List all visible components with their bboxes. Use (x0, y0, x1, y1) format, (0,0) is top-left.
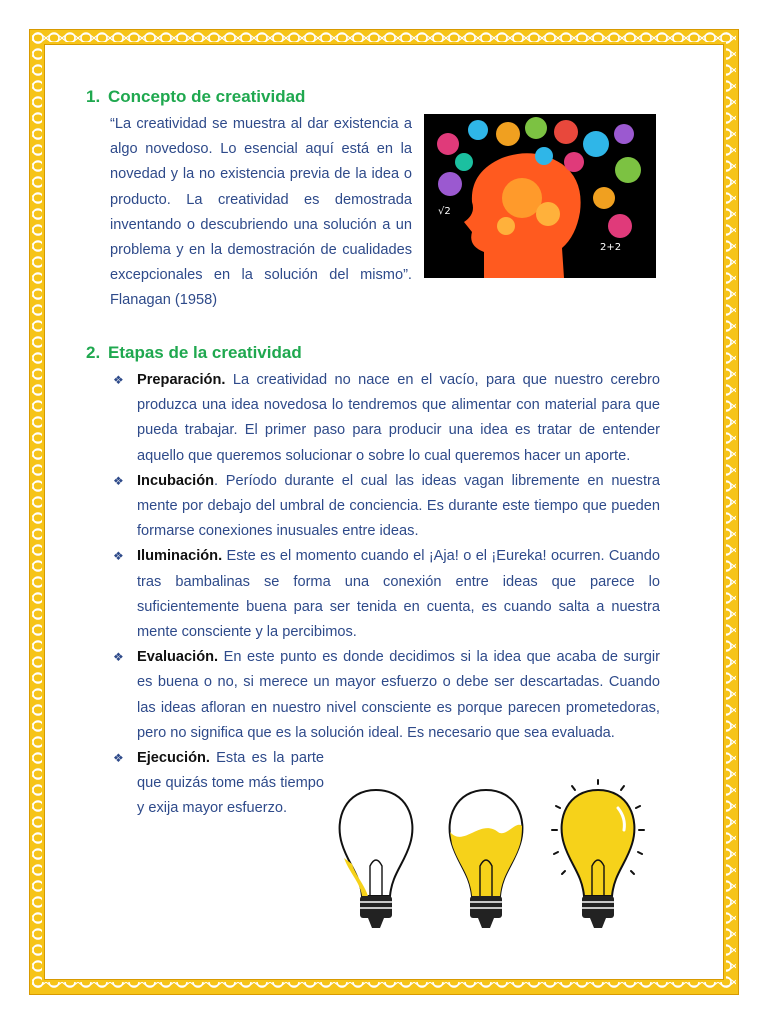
stage-term: Preparación. (137, 372, 226, 388)
head-icons-image (424, 114, 656, 278)
stage-item-preparacion (110, 368, 660, 469)
stage-term: Ejecución. (137, 750, 210, 767)
stage-item-evaluacion (110, 645, 660, 746)
section-1-number: 1. (86, 87, 101, 106)
creativity-quote: “La creatividad se muestra al dar existencia a algo novedoso. Lo esencial aquí está en la novedad y la no existencia previa de la idea o producto. La creatividad es demostrada inventando o descubriendo una solución a un problema y en la demostración de cualidades excepcionales en la solución del mismo”. Flanagan (1958) (110, 116, 412, 309)
stage-item-incubacion (110, 469, 660, 545)
diamond-bullet-icon: ❖ (113, 473, 124, 488)
lightbulbs-illustration (330, 778, 660, 938)
stage-text: Esta es la parte que quizás tome más tiempo y exija mayor esfuerzo. (137, 750, 324, 817)
diamond-bullet-icon: ❖ (113, 373, 124, 387)
stage-item-iluminacion (110, 544, 660, 645)
section-1-heading (86, 87, 305, 107)
stage-item-ejecucion (110, 746, 324, 822)
half-filled-bulb-icon (450, 790, 523, 928)
diamond-bullet-icon: ❖ (113, 751, 124, 766)
stage-term: Incubación (137, 472, 215, 489)
stage-term: Iluminación. (137, 548, 223, 565)
section-1-title: Concepto de creatividad (108, 87, 306, 106)
section-2-heading (86, 343, 302, 363)
stage-text: La creatividad no nace en el vacío, para que nuestro cerebro produzca una idea novedosa lo tendremos que alimentar con material para que pueda trabajar. El primer paso para producir una idea es tratar de entender aquello que queremos solucionar o sobre lo cual queremos hacer un aporte. (137, 372, 660, 464)
stages-list (110, 368, 660, 822)
stage-text: Este es el momento cuando el ¡Aja! o el ¡Eureka! ocurren. Cuando tras bambalinas se forma una conexión entre ideas que parece lo suficientemente buena para ser tenida en cuenta, es cuando salta a nuestra mente consciente y la percibimos. (137, 548, 660, 641)
head-illustration (424, 114, 656, 278)
svg-text:√2: √2 (438, 206, 451, 217)
stage-text: . Período durante el cual las ideas vagan libremente en nuestra mente por debajo del umbral de conciencia. Es durante este tiempo que pueden formarse conexiones inusuales entre ideas. (137, 472, 660, 540)
section-2-number: 2. (86, 343, 101, 362)
section-2-title: Etapas de la creatividad (108, 343, 302, 362)
svg-text:2+2: 2+2 (600, 242, 622, 253)
stage-text: En este punto es donde decidimos si la idea que acaba de surgir es buena o no, si merece un mayor esfuerzo o debe ser descartadas. Cuando las ideas afloran en nuestro nivel consciente es porque parecen prometedoras, pero no significa que es la solución ideal. Es necesario que sea evaluada. (137, 649, 660, 741)
diamond-bullet-icon: ❖ (113, 549, 124, 564)
stage-term: Evaluación. (137, 649, 219, 666)
diamond-bullet-icon: ❖ (113, 650, 124, 665)
empty-bulb-icon (340, 790, 413, 928)
glowing-bulb-icon (552, 780, 644, 928)
